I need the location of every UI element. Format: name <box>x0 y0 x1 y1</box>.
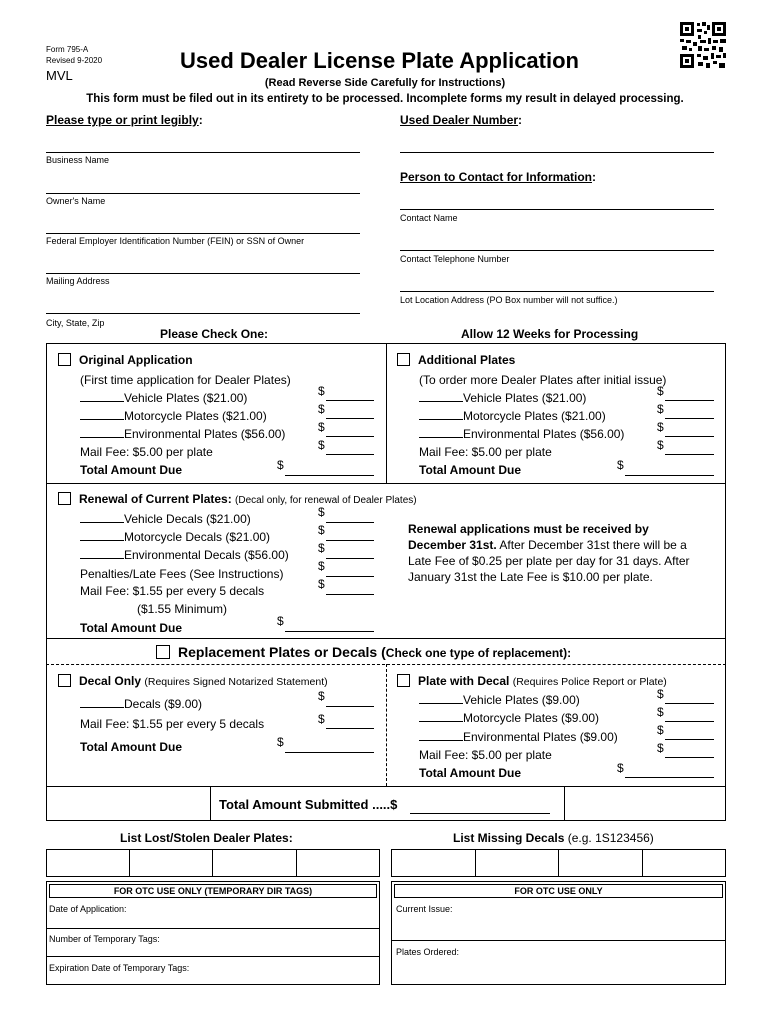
dollar-sign: $ <box>657 705 664 719</box>
total-submitted-line[interactable] <box>410 813 550 814</box>
plate-with-decal-option[interactable]: Plate with Decal (Requires Police Report or Plate) <box>397 674 667 688</box>
total-amount-line[interactable] <box>625 777 714 778</box>
dollar-sign: $ <box>657 384 664 398</box>
allow-weeks-heading: Allow 12 Weeks for Processing <box>461 327 639 341</box>
additional-mail-fee: Mail Fee: $5.00 per plate <box>419 445 552 459</box>
decal-only-total-label: Total Amount Due <box>80 740 182 754</box>
lost-plate-cell[interactable] <box>129 849 213 877</box>
renewal-vehicle[interactable]: Vehicle Decals ($21.00) <box>80 512 251 526</box>
original-vehicle[interactable]: Vehicle Plates ($21.00) <box>80 391 247 405</box>
check-one-heading: Please Check One: <box>160 327 269 341</box>
renewal-penalties: Penalties/Late Fees (See Instructions) <box>80 567 284 581</box>
renewal-minimum: ($1.55 Minimum) <box>137 602 228 616</box>
missing-decal-cell[interactable] <box>475 849 559 877</box>
original-sub: (First time application for Dealer Plates) <box>80 373 291 387</box>
otc-plates-ordered-label: Plates Ordered: <box>396 947 460 957</box>
dollar-sign: $ <box>318 505 325 519</box>
lost-plate-cell[interactable] <box>46 849 130 877</box>
revised-date: Revised 9-2020 <box>46 56 103 65</box>
page-title: Used Dealer License Plate Application <box>180 48 579 73</box>
dollar-sign: $ <box>657 741 664 755</box>
otc-number-label: Number of Temporary Tags: <box>49 934 160 944</box>
original-total-label: Total Amount Due <box>80 463 182 477</box>
amount-line[interactable] <box>665 436 714 437</box>
decal-only-mail-fee: Mail Fee: $1.55 per every 5 decals <box>80 717 265 731</box>
amount-line[interactable] <box>326 522 374 523</box>
total-divider-left <box>210 786 211 821</box>
otc-current-issue-label: Current Issue: <box>396 904 453 914</box>
owner-name-label: Owner's Name <box>46 196 106 206</box>
pwd-mail-fee: Mail Fee: $5.00 per plate <box>419 748 552 762</box>
additional-plates-option[interactable]: Additional Plates <box>397 353 515 367</box>
renewal-environmental[interactable]: Environmental Decals ($56.00) <box>80 548 289 562</box>
mailing-address-label: Mailing Address <box>46 276 110 286</box>
total-amount-line[interactable] <box>285 631 374 632</box>
amount-line[interactable] <box>326 706 374 707</box>
dealer-number-heading: Used Dealer Number: <box>400 113 523 127</box>
total-amount-line[interactable] <box>285 475 374 476</box>
amount-line[interactable] <box>326 576 374 577</box>
amount-line[interactable] <box>665 757 714 758</box>
original-mail-fee: Mail Fee: $5.00 per plate <box>80 445 213 459</box>
dollar-sign: $ <box>657 687 664 701</box>
missing-decal-cell[interactable] <box>391 849 476 877</box>
otc-left-row-divider <box>46 956 380 957</box>
amount-line[interactable] <box>326 400 374 401</box>
dollar-sign: $ <box>318 689 325 703</box>
city-state-zip-line[interactable] <box>46 313 360 314</box>
amount-line[interactable] <box>665 739 714 740</box>
amount-line[interactable] <box>326 454 374 455</box>
amount-line[interactable] <box>326 728 374 729</box>
fein-label: Federal Employer Identification Number (FEIN) or SSN of Owner <box>46 236 305 246</box>
renewal-checkbox[interactable] <box>58 492 71 505</box>
pwd-motorcycle[interactable]: Motorcycle Plates ($9.00) <box>419 711 599 725</box>
amount-line[interactable] <box>665 400 714 401</box>
fein-line[interactable] <box>46 233 360 234</box>
dollar-sign: $ <box>318 438 325 452</box>
dollar-sign: $ <box>277 458 284 472</box>
amount-line[interactable] <box>665 454 714 455</box>
divider-h-1 <box>46 483 726 484</box>
original-motorcycle[interactable]: Motorcycle Plates ($21.00) <box>80 409 267 423</box>
replacement-option[interactable]: Replacement Plates or Decals (Check one type of replacement): <box>156 644 571 660</box>
dollar-sign: $ <box>318 712 325 726</box>
dollar-sign: $ <box>617 458 624 472</box>
otc-left-title: FOR OTC USE ONLY (TEMPORARY DIR TAGS) <box>113 886 313 896</box>
additional-checkbox[interactable] <box>397 353 410 366</box>
plate-with-decal-checkbox[interactable] <box>397 674 410 687</box>
missing-decal-cell[interactable] <box>558 849 643 877</box>
decal-only-option[interactable]: Decal Only (Requires Signed Notarized Statement) <box>58 674 328 688</box>
amount-line[interactable] <box>326 436 374 437</box>
lost-plate-cell[interactable] <box>296 849 380 877</box>
dollar-sign: $ <box>318 577 325 591</box>
original-application-option[interactable]: Original Application <box>58 353 193 367</box>
form-number: Form 795-A <box>46 45 89 54</box>
amount-line[interactable] <box>665 418 714 419</box>
dollar-sign: $ <box>318 523 325 537</box>
dollar-sign: $ <box>318 541 325 555</box>
business-name-line[interactable] <box>46 152 360 153</box>
total-divider-right <box>564 786 565 821</box>
subtitle: (Read Reverse Side Carefully for Instructions) <box>264 77 506 89</box>
contact-name-label: Contact Name <box>400 213 458 223</box>
qr-code-icon <box>680 22 726 68</box>
renewal-deadline-note: Renewal applications must be received by December 31st. After December 31st there will be a Late Fee of $0.25 per plate per day for 31 days. After January 31st the Late Fee is $10.00 per plate. <box>408 522 690 584</box>
original-checkbox[interactable] <box>58 353 71 366</box>
divider-vertical-top <box>386 343 387 483</box>
amount-line[interactable] <box>665 721 714 722</box>
city-state-zip-label: City, State, Zip <box>46 318 105 328</box>
dollar-sign: $ <box>318 402 325 416</box>
notice: This form must be filed out in its entirety to be processed. Incomplete forms my result in delayed processing. <box>86 93 684 105</box>
dollar-sign: $ <box>277 735 284 749</box>
additional-environmental[interactable]: Environmental Plates ($56.00) <box>419 427 624 441</box>
lot-location-line[interactable] <box>400 291 714 292</box>
divider-h-3 <box>46 786 726 787</box>
otc-left-row-divider <box>46 928 380 929</box>
type-legibly-heading: Please type or print legibly: <box>46 113 203 127</box>
dashed-divider-vertical <box>386 664 387 786</box>
dollar-sign: $ <box>657 402 664 416</box>
pwd-vehicle[interactable]: Vehicle Plates ($9.00) <box>419 693 580 707</box>
total-amount-line[interactable] <box>285 752 374 753</box>
decal-only-checkbox[interactable] <box>58 674 71 687</box>
dollar-sign: $ <box>617 761 624 775</box>
renewal-total-label: Total Amount Due <box>80 621 182 635</box>
pwd-environmental[interactable]: Environmental Plates ($9.00) <box>419 730 618 744</box>
agency-code: MVL <box>46 68 73 83</box>
additional-sub: (To order more Dealer Plates after initial issue) <box>419 373 667 387</box>
mailing-address-line[interactable] <box>46 273 360 274</box>
otc-right-title: FOR OTC USE ONLY <box>514 886 603 896</box>
total-submitted-label: Total Amount Submitted .....$ <box>219 797 398 812</box>
dollar-sign: $ <box>318 559 325 573</box>
amount-line[interactable] <box>326 558 374 559</box>
dollar-sign: $ <box>318 420 325 434</box>
contact-name-line[interactable] <box>400 209 714 210</box>
otc-expiration-label: Expiration Date of Temporary Tags: <box>49 963 190 973</box>
dollar-sign: $ <box>657 420 664 434</box>
renewal-mail-fee: Mail Fee: $1.55 per every 5 decals <box>80 584 265 598</box>
missing-decal-cell[interactable] <box>642 849 726 877</box>
additional-total-label: Total Amount Due <box>419 463 521 477</box>
lot-location-label: Lot Location Address (PO Box number will not suffice.) <box>400 295 618 305</box>
business-name-label: Business Name <box>46 155 110 165</box>
dealer-number-line[interactable] <box>400 152 714 153</box>
dollar-sign: $ <box>277 614 284 628</box>
renewal-motorcycle[interactable]: Motorcycle Decals ($21.00) <box>80 530 270 544</box>
otc-date-label: Date of Application: <box>49 904 127 914</box>
owner-name-line[interactable] <box>46 193 360 194</box>
decal-only-decals[interactable]: Decals ($9.00) <box>80 697 202 711</box>
amount-line[interactable] <box>326 418 374 419</box>
additional-vehicle[interactable]: Vehicle Plates ($21.00) <box>419 391 586 405</box>
contact-phone-line[interactable] <box>400 250 714 251</box>
additional-motorcycle[interactable]: Motorcycle Plates ($21.00) <box>419 409 606 423</box>
renewal-option[interactable]: Renewal of Current Plates: (Decal only, for renewal of Dealer Plates) <box>58 492 417 506</box>
amount-line[interactable] <box>326 540 374 541</box>
dollar-sign: $ <box>318 384 325 398</box>
original-environmental[interactable]: Environmental Plates ($56.00) <box>80 427 285 441</box>
pwd-total-label: Total Amount Due <box>419 766 521 780</box>
dollar-sign: $ <box>657 438 664 452</box>
dollar-sign: $ <box>657 723 664 737</box>
otc-right-row-divider <box>391 940 726 941</box>
contact-heading: Person to Contact for Information: <box>400 170 596 184</box>
replacement-checkbox[interactable] <box>156 645 170 659</box>
amount-line[interactable] <box>326 594 374 595</box>
divider-h-2 <box>46 638 726 639</box>
amount-line[interactable] <box>665 703 714 704</box>
contact-phone-label: Contact Telephone Number <box>400 254 510 264</box>
missing-decals-heading: List Missing Decals (e.g. 1S123456) <box>453 831 654 845</box>
lost-stolen-heading: List Lost/Stolen Dealer Plates: <box>120 831 293 845</box>
total-amount-line[interactable] <box>625 475 714 476</box>
lost-plate-cell[interactable] <box>212 849 297 877</box>
